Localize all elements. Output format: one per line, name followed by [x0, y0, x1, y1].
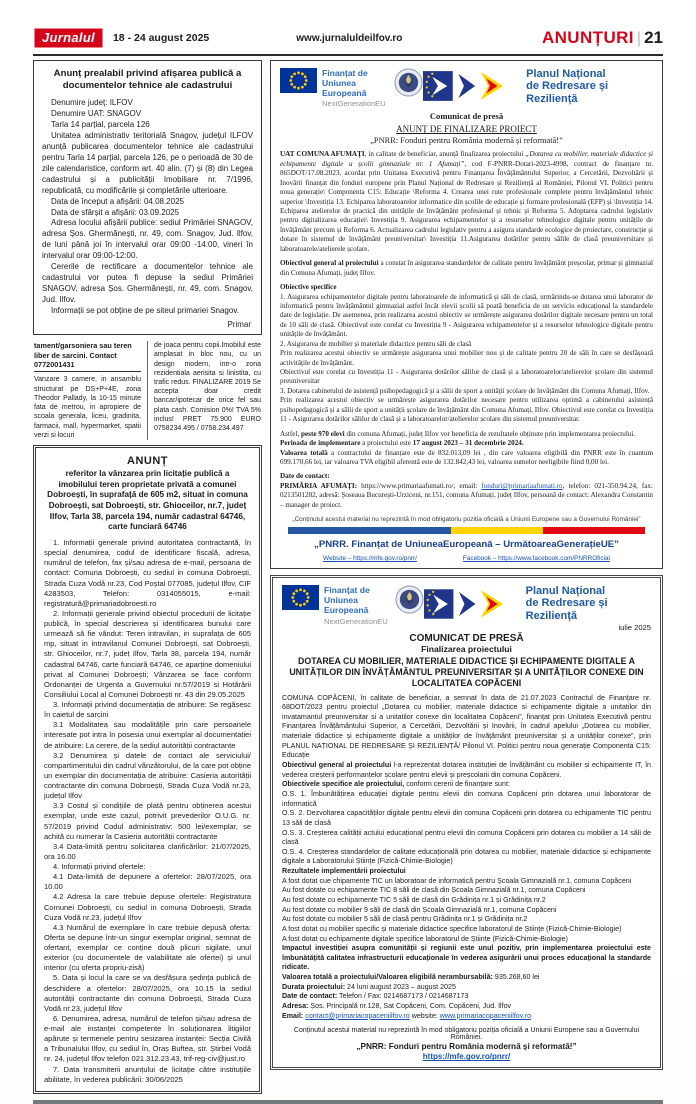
paragraph [282, 780, 651, 790]
paragraph: Tarla 14 parțial, parcela 126 [51, 119, 150, 129]
press-heading: COMUNICAT DE PRESĂ [409, 632, 524, 644]
project-title: DOTAREA CU MOBILIER, MATERIALE DIDACTICE ȘI ECHIPAMENTE DIGITALE A UNITĂȚILOR DIN ÎNVĂȚĂMÂNTUL PREUNIVERSITAR ȘI A UNITĂȚILOR CONEXE DIN LOCALITATEA COPĂCENI [289, 655, 644, 688]
text-segment: , cod F-PNRR-Dotari-2023-4998, contract de finanțare nr. 865DOT/17.08.2023, acordat prin Unitatea Executivă pentru Finanțarea Învățământului Superior, a Cercetării, Dezvoltării și Inovării finanțat din fonduri europene prin Planul Național de Redresare și Reziliență al României, Pilonul VI. Politici pentru noua generație\ Componenta C15: Educație \Reforma 4. Crearea unei rute profesionale complete pentru învățământul tehnic superior \Investiția 13. Echiparea laboratoarelor informatice din școlile de educație și formare profesională (EFP) și \Investiția 14. Echiparea atelierelor de practică din unitățile de învățământ profesional și tehnic și Reforma 5. Adoptarea cadrului legislativ pentru digitalizarea educației\ Investiția 9. Asigurarea echipamentelor și a resurselor tehnologice digitale pentru unitățile de învățământ precum și Reforma 6. Actualizarea cadrului legislativ pentru a asigura standarde ecologice de proiectare, construcție și dotare în sistemul de învățământ preuniversitar\ Investiția 11.Asigurarea dotărilor pentru sălile de clasă preuniversitare și laboratoarele/atelierele școlare. [280, 159, 654, 253]
eu-funded-line: Uniunea Europeană [324, 595, 369, 616]
site-url: www.jurnaluldeilfov.ro [296, 32, 403, 44]
next-generation-eu-label: NextGenerationEU [322, 99, 386, 109]
paragraph: 2. Asigurarea de mobilier și materiale didactice pentru săli de clasă [280, 339, 472, 348]
paragraph: Data de început a afișării: 04.08.2025 [51, 196, 184, 206]
eu-flag-icon [280, 68, 317, 93]
romanian-government-emblem-icon [395, 585, 424, 619]
classified-col-2 [154, 341, 261, 440]
link[interactable]: fonduri@primariaafumati.ro [481, 481, 563, 490]
pnrr-logo [423, 68, 653, 105]
dobroesti-auction-notice [33, 445, 262, 1094]
paragraph: COMUNA COPĂCENI, în calitate de beneficiar, a semnat în data de 21.07.2023 Contractul de Finanțare nr. 68DOT/2023 pentru proiectul „Dotarea cu mobilier, materiale didactice si echipamente digitale a unitatilor din invatamantul preuniversitar si a unitatilor conexe din localitatea Copăceni”, finanțat prin Unitatea Executivă pentru Finanțarea Învățământului Superior, a Cercetării, Dezvoltării și Inovării, în cadrul apelului „Dotarea cu mobilier, materiale didactice și echipamente digitale a unităților de învățământ preuniversitar și a unităților conexe”, prin PLANUL NAȚIONAL DE REDRESARE ȘI REZILIENȚĂ/ Pilonul VI. Politici pentru noua generație Componenta C15: Educație [282, 693, 651, 760]
paragraph: Unitatea administrativ teritorială Snagov, județul ILFOV anunță publicarea documentelor tehnice ale cadastrului pentru Tarla 14 parțial, parcela 126, pe o perioadă de 30 de zile calendaristice, conform art. 40 alin. (7) și (8) din Legea cadastrului și a publicității Imobiliare nr. 7/1996, republicată, cu modificările și completările ulterioare. [42, 130, 253, 195]
text-segment: , in calitate de beneficiar, anunță finalizarea proiectului [364, 150, 526, 159]
paragraph: Denumire județ: ILFOV [51, 97, 133, 107]
disclaimer: „Conținutul acestui material nu reprezintă în mod obligatoriu poziția oficială a Uniunii Europene sau a Guvernului României” [292, 516, 641, 524]
paragraph: 3.1 Modalitatea sau modalitățile prin care persoanele interesate pot intra în posesia unui exemplar al documentației de atribuire: La cerere, de la sediul autorității contractante [44, 720, 251, 750]
text-segment: Șos. Principală nr.128, Sat Copăceni, Com. Copăceni, Jud. Ilfov [308, 1002, 512, 1011]
text-segment: a proiectului este [360, 439, 413, 448]
snagov-cadastral-notice [33, 60, 262, 335]
pnrr-url-link[interactable]: https://mfe.gov.ro/pnrr/ [422, 1052, 511, 1062]
paragraph [280, 482, 653, 510]
paragraph: Au fost dotate cu mobilier 5 săli de clasă pentru Grădinița nr.1 și Grădinița nr.2 [282, 915, 528, 924]
facebook-link[interactable]: Facebook – https://www.facebook.com/PNRROficial [462, 555, 610, 563]
paragraph [282, 992, 651, 1002]
paragraph [282, 1002, 651, 1012]
pnrr-title [526, 585, 651, 622]
text-segment: 24 luni august 2023 – august 2025 [345, 982, 456, 991]
text-segment: „Dotarea cu mobilier, materiale didactice și echipamente digitale a școlii gimnaziale nr. 1 Afumați” [280, 150, 653, 168]
paragraph [280, 283, 653, 292]
pnrr-arrows-icon [424, 588, 520, 620]
paragraph: 1. Asigurarea echipamentelor digitale pentru laboratoarele de informatică și săli de clasă, urmărindu-se dotarea unui laborator de informatică pentru învățământul gimnazial astfel încât elevii școlii să poată beneficia de un serviciu educațional la standardele date de legislație. De asemenea, prin realizarea acestui obiectiv se urmărește asigurarea dotărilor digitale necesare pentru un total de 10 săli de clasă. Obiectivul este corelat cu Investiția 9 - Asigurarea echipamentelor și a resurselor tehnologice digitale pentru unitățile de învățământ. [280, 292, 653, 339]
paragraph: Au fost dotate cu echipamente TIC 8 săli de clasă din Școala Gimnazială nr.1, comuna Copăceni [282, 886, 586, 895]
paragraph: Prin realizarea acestui obiectiv se urmărește asigurarea unui mobilier nou și de calitate pentru 20 de săli în care se desfășoară activitățile de învățământ. [280, 349, 653, 367]
text-segment: , telefon: 021-350.94.24, fax: 0213501282, adresă: Șoseaua București-Urziceni, nr.151, comuna Afumați, județ Ilfov, persoană de contact: Alexandra Constantin – manager de proiect. [280, 481, 653, 509]
paragraph [280, 259, 653, 278]
paragraph: 5. Data și locul la care se va desfășura ședința publică de deschidere a ofertelor: 28/07/2025, ora 10.15 la sediul autorității contractante din comuna Dobroești, Strada Cuza Vodă nr.23, județul Ilfov [44, 973, 251, 1013]
text-segment: https://www.primariaafumati.ro/, email: [357, 481, 482, 490]
paragraph: A fost dotat cue chipamente TIC un laboratoar de informatică pentru Școala Gimnazială nr.1, comuna Copăceni [282, 876, 632, 885]
page-number: 21 [644, 28, 663, 47]
paragraph: 7. Data transmiterii anunțului de licitație către instituțiile abilitate, în vederea publicării: 30/06/2025 [44, 1064, 251, 1084]
paragraph: 3.2 Denumirea și datele de contact ale serviciului/ compartimentului din cadrul vânzătorului, de la care pot obține un exemplar din documentația de atribuire: Casieria autorității contractante din comuna Dobroești, Strada Cuza Vodă nr.23, județul Ilfov [44, 750, 251, 801]
text-segment: PRIMĂRIA AFUMAȚI: [280, 481, 358, 490]
paragraph: 3. Informații privind documentația de atribuire: Se regăsesc în caietul de sarcini [44, 700, 251, 720]
pnrr-logo [424, 585, 651, 622]
text-segment: Date de contact: [282, 992, 338, 1001]
paragraph [280, 439, 653, 448]
paragraph: Au fost dotate cu mobilier 9 săli de clasă din Școala Gimnazială nr.1, comuna Copăceni [282, 905, 557, 914]
paragraph: A fost dotat cu echipamente digitale specifice laboratorul de Științe (Fizică-Chimie-Biologie) [282, 934, 568, 943]
text-segment: 17 august 2023 – 31 decembrie 2024. [412, 439, 524, 448]
press-body [282, 694, 651, 1022]
text-segment: Obiectivul general al proiectului [282, 761, 392, 770]
paragraph [282, 973, 651, 983]
text-segment: peste 970 elevi [301, 429, 345, 438]
paragraph [282, 761, 651, 780]
eu-funded-logo [280, 68, 394, 108]
press-subheading: Finalizarea proiectului [421, 643, 512, 654]
eu-funded-line: Finanțat de [322, 68, 368, 78]
link[interactable]: www.primariacopaceniilfov.ro [439, 1011, 532, 1020]
text-segment: Date de contact: [280, 472, 330, 481]
issue-date: 18 - 24 august 2025 [112, 32, 210, 44]
paragraph: 3.3 Costul și condițiile de plată pentru obținerea acestui exemplar, unde este cazul, potrivit prevederilor O.U.G. nr. 57/2019 privind Codul administrativ: 500 lei/exemplar, se achită cu numerar la Casieria autorității contractante [44, 801, 251, 841]
paragraph [282, 1012, 651, 1022]
paragraph: O.S. 4. Creșterea standardelor de calitate educațională prin dotarea cu mobilier, materiale didactice și echipamente digitale a Laboratorului Științe (Fizică-Chimie-Biologie) [282, 847, 651, 866]
link[interactable]: contact@primariacopaceniilfov.ro [305, 1011, 410, 1020]
eu-funded-text [322, 68, 394, 108]
eu-funded-logo [282, 585, 395, 625]
paragraph: Adresa locului afișării publice: sediul Primăriei SNAGOV, adresa Șos. Ghermănești, nr. 49, com. Snagov, Jud. Ilfov, de luni până joi în intervalul orar 09:00 -14:00, vineri în intervalul orar 09:00-12:00. [42, 218, 253, 261]
text-segment: Durata proiectului: [282, 982, 346, 991]
copaceni-press-release [270, 575, 663, 1070]
paragraph [282, 944, 651, 973]
paragraph [282, 983, 651, 993]
classified-title: tament/garsoniera sau teren liber de sarcini. Contact 0772001431 [34, 341, 141, 372]
text-segment: Email: [282, 1011, 304, 1020]
text-segment: Impactul investiției asupra comunității și regiunii este unul pozitiv, prin implementarea proiectului este îmbunătățită calitatea infrastructurii educaționale în vederea asigurării unui proces educațional la standarde ridicate. [282, 944, 651, 972]
paragraph: Au fost dotate cu echipamente TIC 5 săli de clasă din Grădinița nr.1 și Grădinița nr.2 [282, 896, 546, 904]
paragraph: 3. Dotarea cabinetului de asistență psihopedagogică și a sălii de sport a unității școlare de învățământ din Comuna Afumați, Ilfov. [280, 386, 650, 395]
notice-body [44, 538, 251, 1085]
text-segment: a contractului de finanțare este de 832.013,09 lei , din care valoarea eligibilă din PNRR este în cuantum 699.170,66 lei, iar valoarea TVA eligibil aferentă este de 132.842,43 lei, valoarea sumelor neeligibile fiind 0,00 lei. [280, 448, 653, 466]
paragraph [280, 150, 653, 254]
jurnalul-logo: Jurnalul [33, 27, 104, 49]
press-kicker: Comunicat de presă [429, 111, 504, 122]
pnrr-title-line: de Redresare și Reziliență [526, 80, 609, 105]
afumati-press-release [270, 60, 663, 569]
tricolor-yellow [451, 527, 543, 534]
notice-title: ANUNȚ [127, 455, 168, 468]
paragraph: 3.4 Data-limită pentru solicitarea clarificărilor: 21/07/2025, ora 16.00 [44, 841, 251, 861]
pnrr-title-line: de Redresare și Reziliență [525, 597, 608, 622]
notice-subtitle: referitor la vânzarea prin licitație publică a imobilului teren proprietate privată a comunei Dobroești, în suprafață de 605 m2, situat in comuna Dobroești, sat Dobroești, str. Ghioceilor, nr.7, județ Ilfov, Tarla 38, parcela 194, număr cadastral 64746, carte funciară 64746 [47, 469, 248, 532]
paragraph [280, 472, 653, 481]
tricolor-bar [288, 527, 645, 534]
text-segment: Valoarea totală [280, 448, 328, 457]
press-title: ANUNȚ DE FINALIZARE PROIECT [396, 124, 537, 135]
text-segment: Rezultatele implementării proiectului [282, 867, 406, 876]
eu-funded-line: Uniunea Europeană [322, 78, 367, 99]
eu-funded-line: Finanțat de [324, 585, 370, 596]
classified-body: de joaca pentru copii.Imobilul este amplasat in bloc nou, cu un design modern, intr-o zona rezidentiala aerisita si linistita, cu trafic redus. FINALIZARE 2019 Se accepta doar credit bancar/ipotecar de orice fel sau plata cash. Comision 0%! TVA 5% inclus! PRET 75.900 EURO 0758234.495 / 0758.234.497 [154, 342, 261, 433]
paragraph: 6. Denumirea, adresa, numărul de telefon și/sau adresa de e-mail ale instanței competente în soluționarea litigiilor apărute și termenele pentru sesizarea instanței: Secția Civilă a Tribunalului Ilfov, cu sediul în, Oraș Buftea, str. Știrbei Vodă nr. 24, județul Ilfov telefon 021.312.23.43, trif-reg-civ@just.ro [44, 1013, 251, 1064]
paragraph: 1. Informații generale privind autoritatea contractantă, în special denumirea, codul de identificare fiscală, adresa, numărul de telefon, fax și/sau adresa de e-mail, persoana de contact: Comuna Dobroești, cu sediul in comuna Dobroești, Strada Cuza Vodă nr.23, Cod Poștal 077085, județul Ilfov, CIF 4283503, Telefon: 0314055015, e-mail: registratură@primariadobroesti.ro [44, 538, 251, 608]
text-segment: a constat în asigurarea standardelor de calitate pentru învățământ preșcolar, primar și gimnazial din Comuna Afumați, județ Ilfov. [280, 259, 653, 277]
text-segment: l-a reprezentat dotarea instituției de învățământ cu mobilier și echipamente IT, în vederea creșterii performanțelor școlare pentru elevii și preșcolarii din comuna Copăceni. [282, 761, 651, 779]
paragraph [280, 430, 653, 439]
paragraph: 4.2 Adresa la care trebuie depuse ofertele: Registratura Comunei Dobroești, cu sediul in comuna Dobroești, Strada Cuza Vodă nr.23, județul Ilfov [44, 892, 251, 922]
website-link[interactable]: Website – https://mfe.gov.ro/pnrr/ [323, 555, 417, 563]
left-column [33, 60, 262, 1094]
tricolor-blue [288, 527, 451, 534]
pnrr-slogan: „PNRR: Fonduri pentru România modernă și reformată!” [356, 1042, 577, 1052]
pnrr-slogan: „PNRR. Finanțat de UniuneaEuropeană – UrmătoareaGenerațieUE” [314, 539, 619, 551]
text-segment: Telefon / Fax: 0214687173 / 0214687173 [337, 992, 469, 1001]
release-date: iulie 2025 [618, 622, 651, 632]
masthead [33, 27, 663, 56]
page-content [33, 60, 663, 1094]
text-segment: din comuna Afumați, județ Ilfov vor beneficia de rezultatele obținute prin implementarea proiectului. [344, 429, 636, 438]
press-body [280, 150, 653, 510]
text-segment: Valoarea totală a proiectului/Valoarea eligibilă nerambursabilă: [282, 973, 493, 982]
text-segment: Perioada de implementare [280, 439, 361, 448]
pnrr-title-line: Planul Național [525, 585, 606, 598]
eu-logo-row [282, 585, 651, 625]
paragraph [282, 867, 651, 877]
tricolor-red [543, 527, 646, 534]
paragraph: Informații se pot obține de pe siteul primariei Snagov. [51, 306, 239, 316]
classified-ads [33, 335, 262, 445]
text-segment: website: [409, 1011, 440, 1020]
eu-flag-icon [282, 585, 319, 610]
eu-funded-text [324, 585, 395, 625]
text-segment: Obiective specifice [280, 283, 337, 292]
text-segment: UAT COMUNA AFUMAȚI [280, 150, 365, 159]
notice-title: Anunț prealabil privind afișarea publică a documentelor tehnice ale cadastrului [53, 68, 242, 91]
paragraph [280, 449, 653, 468]
notice-body [42, 98, 253, 317]
pnrr-title [526, 68, 653, 105]
eu-logo-row [280, 68, 653, 108]
column-divider [147, 341, 148, 440]
paragraph: Data de sfârșit a afișării: 03.09.2025 [51, 207, 180, 217]
paragraph: O.S. 1. Îmbunătățirea educației digitale pentru elevii din comuna Copăceni prin dotarea unui laboratorar de informatică [282, 789, 651, 808]
pnrr-title-line: Planul Național [526, 68, 606, 80]
signature: Primar [227, 320, 251, 330]
paragraph: O.S. 2. Dezvoltarea capacităților digitale pentru elevii din comuna Copăceni prin dotarea cu echipamente TIC pentru 13 săli de clasă [282, 809, 651, 827]
next-generation-eu-label: NextGenerationEU [324, 616, 388, 626]
pnrr-arrows-icon [423, 70, 520, 102]
paragraph: Cererile de rectificare a documentelor tehnice ale cadastrului vor putea fi depuse la sediul Primăriei SNAGOV, adresa Șos. Ghermănești, nr. 49, com. Snagov, Jud. Ilfov. [42, 262, 253, 305]
paragraph: O.S. 3. Creșterea calității actului educațional pentru elevii din comuna Copăceni prin dotarea cu mobilier a 14 săli de clasă [282, 828, 651, 847]
right-column [270, 60, 663, 1094]
text-segment: Astfel, [280, 429, 302, 438]
paragraph: Prin realizarea acestui obiectiv se urmărește asigurarea dotărilor necesare pentru utilizarea optimă a cabinetului asistență psihopedagogică și a sălii de sport a unității școlare de învățământ din Comuna Afumați, Ilfov. Obiectivul este corelat cu Investiția 11 - Asigurarea dotărilor sălilor de clasă și a laboratoarelor/atelierelor școlare din sistemul preuniversitar. [280, 396, 653, 424]
text-segment: Obiectivul general al proiectului [280, 259, 379, 268]
text-segment: Adresa: [282, 1002, 309, 1011]
classified-body: Vanzare 3 camere, in ansamblu structurat pe DS+P+4E, zona Theodor Pallady, la 10-15 minute fata de metrou, in apropiere de scoala generala, liceu, gradinita, farmacii, mall, hypermarket, spatii verzi si locuri [34, 376, 141, 439]
bottom-rule [33, 1100, 663, 1104]
paragraph: 4.3 Numărul de exemplare în care trebuie depusă oferta: Oferta se depune într-un singur exemplar original, semnat de ofertant, exemplar ce conține două plicuri sigilate, unul exterior (cu documentele de valabilitate ale ofertei) și unul interior (cu oferta propriu-zisă) [44, 922, 251, 973]
paragraph: A fost dotat cu mobilier specific și materiale didactice specifice laboratorul de Științe (Fizică-Chimie-Biologie) [282, 924, 622, 933]
text-segment: 935.268,60 lei [492, 973, 540, 982]
text-segment: conform cererii de finanțare sunt: [404, 780, 510, 789]
section-header [542, 28, 663, 48]
paragraph: 4. Informații privind ofertele: [53, 862, 146, 872]
text-segment: Obiectivele specifice ale proiectului, [282, 780, 405, 789]
romanian-government-emblem-icon [394, 68, 423, 102]
paragraph: 2. Informații generale privind obiectul procedurii de licitație publică, în special descrierea și identificarea bunului care urmează să fie vândut: Teren intravilan, in suprafața de 605 mp, situat in intravilanul Comunei Dobroești, sat Dobroești, str. Ghioceilor, nr.7, județ Ilfov, Tarla 38, parcela 194, număr cadastral 64746, carte funciară 64746, ce aparține domeniului privat al Comunei Dobroești; Vânzarea se face conform Ordonanței de Urgenta a Guvernului nr.57/2019 si Hotărârii Consiliului Local al Comunei Dobroești nr. 43 din 29.05.2025 [44, 608, 251, 699]
page-divider: | [636, 30, 642, 47]
links-row [280, 555, 653, 562]
classified-col-1 [34, 341, 141, 440]
paragraph: Obiectivul este corelat cu Investiția 11 - Asigurarea dotărilor sălilor de clasă și a laboratoarelor/atelierelor școlare din sistemul preuniversitar [280, 368, 653, 386]
press-subtitle: „PNRR: Fonduri pentru România modernă și reformată!” [370, 136, 563, 146]
section-title: ANUNȚURI [541, 28, 634, 47]
paragraph: 4.1 Data-limită de depunere a ofertelor: 28/07/2025, ora 10.00 [44, 872, 251, 892]
disclaimer: Conținutul acestui material nu reprezintă în mod obligatoriu poziția oficială a Uniunii Europene sau a Guvernului României. [293, 1027, 640, 1042]
paragraph: Denumire UAT: SNAGOV [51, 108, 142, 118]
